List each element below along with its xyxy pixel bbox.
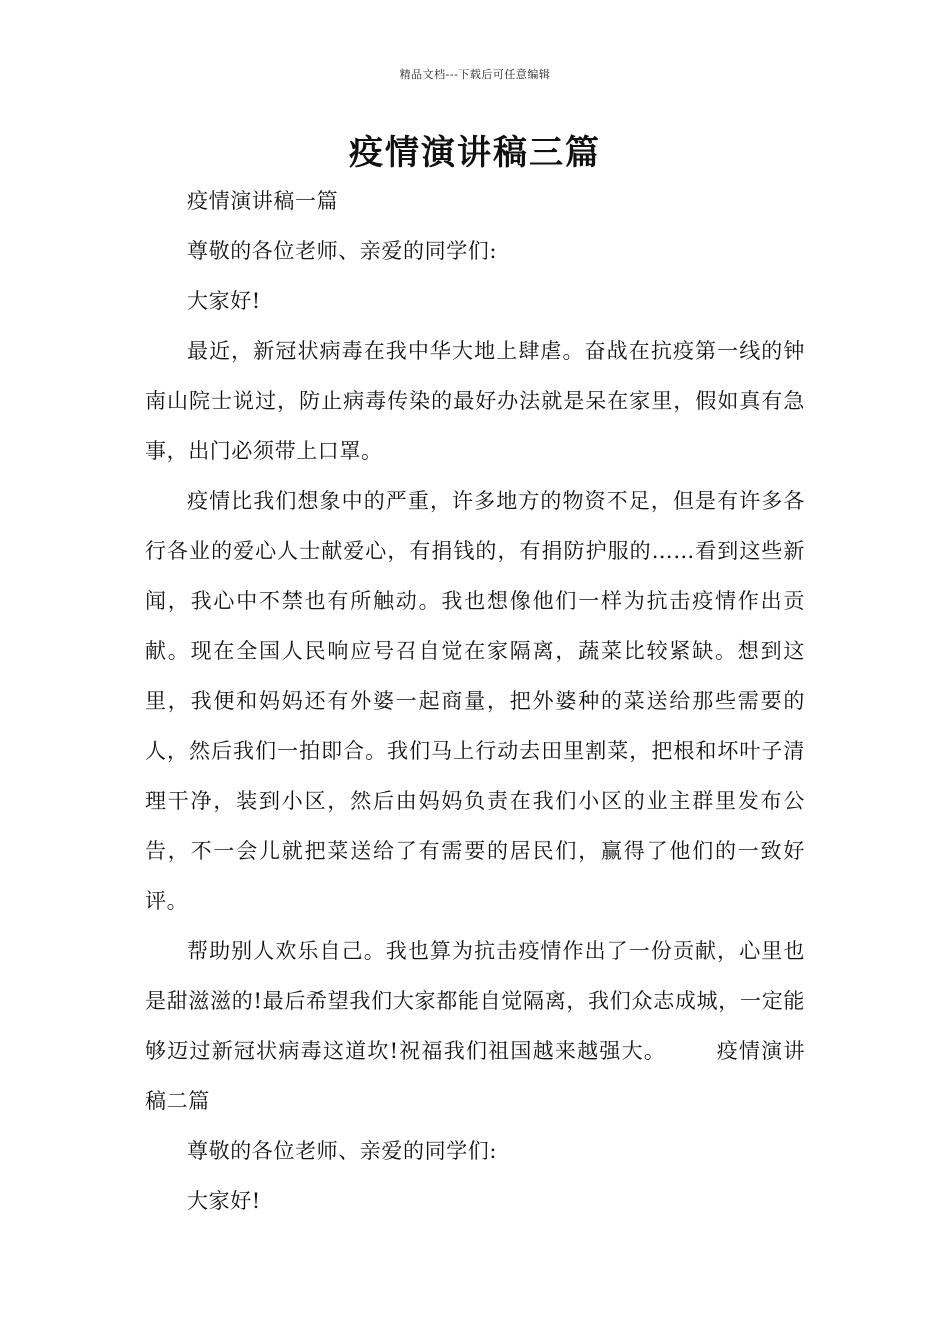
body-paragraph-text: 帮助别人欢乐自己。我也算为抗击疫情作出了一份贡献，心里也是甜滋滋的!最后希望我们大家都能自觉隔离，我们众志成城，一定能够迈过新冠状病毒这道坎!祝福我们祖国越来越强大。 xyxy=(145,939,805,1063)
greeting: 大家好! xyxy=(187,289,261,313)
salutation: 尊敬的各位老师、亲爱的同学们: xyxy=(187,1139,498,1163)
section-heading-1: 疫情演讲稿一篇 xyxy=(187,189,339,213)
section-heading-2: 疫情演讲稿二篇 xyxy=(145,1039,805,1113)
body-paragraph: 最近，新冠状病毒在我中华大地上肆虐。奋战在抗疫第一线的钟南山院士说过，防止病毒传染的最好办法就是呆在家里，假如真有急事，出门必须带上口罩。 xyxy=(145,339,805,463)
document-title: 疫情演讲稿三篇 xyxy=(349,133,601,173)
page-header-watermark: 精品文档---下载后可任意编辑 xyxy=(399,68,551,81)
body-paragraph-with-heading xyxy=(145,926,805,1126)
greeting: 大家好! xyxy=(187,1189,261,1213)
body-paragraph: 疫情比我们想象中的严重，许多地方的物资不足，但是有许多各行各业的爱心人士献爱心，有捐钱的，有捐防护服的……看到这些新闻，我心中不禁也有所触动。我也想像他们一样为抗击疫情作出贡献。现在全国人民响应号召自觉在家隔离，蔬菜比较紧缺。想到这里，我便和妈妈还有外婆一起商量，把外婆种的菜送给那些需要的人，然后我们一拍即合。我们马上行动去田里割菜，把根和坏叶子清理干净，装到小区，然后由妈妈负责在我们小区的业主群里发布公告，不一会儿就把菜送给了有需要的居民们，赢得了他们的一致好评。 xyxy=(145,489,805,913)
document-body xyxy=(145,176,805,1226)
salutation: 尊敬的各位老师、亲爱的同学们: xyxy=(187,239,498,263)
